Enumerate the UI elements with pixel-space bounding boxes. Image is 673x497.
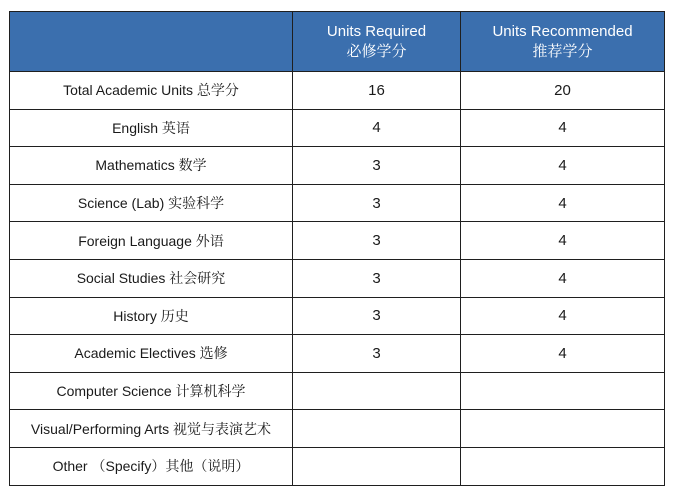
row-units-recommended: 4 [461,147,665,185]
header-units-recommended-zh: 推荐学分 [532,42,593,60]
row-units-required: 3 [293,259,461,297]
row-units-required: 3 [293,335,461,373]
row-units-required [293,410,461,448]
row-units-required: 3 [293,297,461,335]
table-body [10,72,665,486]
row-label: Foreign Language 外语 [10,222,293,260]
row-units-recommended: 20 [461,72,665,110]
row-units-required: 3 [293,222,461,260]
table-row [10,259,665,297]
row-units-recommended: 4 [461,184,665,222]
row-units-required: 3 [293,147,461,185]
row-units-recommended: 4 [461,259,665,297]
table-header [10,12,665,72]
header-units-recommended-en: Units Recommended [492,22,633,40]
row-label: Visual/Performing Arts 视觉与表演艺术 [10,410,293,448]
row-units-recommended: 4 [461,222,665,260]
header-units-recommended [461,12,665,72]
table-row [10,335,665,373]
table-row [10,372,665,410]
row-label: Social Studies 社会研究 [10,259,293,297]
row-units-required [293,372,461,410]
row-units-recommended: 4 [461,335,665,373]
row-label: Total Academic Units 总学分 [10,72,293,110]
header-units-required [293,12,461,72]
row-label: History 历史 [10,297,293,335]
row-units-recommended [461,410,665,448]
row-units-recommended: 4 [461,109,665,147]
row-label: English 英语 [10,109,293,147]
row-label: Computer Science 计算机科学 [10,372,293,410]
header-blank-cell [10,12,293,72]
header-row [10,12,665,72]
row-label: Mathematics 数学 [10,147,293,185]
header-units-required-en: Units Required [326,22,427,40]
units-table [9,11,665,486]
row-units-recommended [461,447,665,485]
table-row [10,222,665,260]
header-units-required-zh: 必修学分 [346,42,407,60]
row-units-required: 4 [293,109,461,147]
row-label: Other （Specify）其他（说明） [10,447,293,485]
row-units-required: 3 [293,184,461,222]
row-units-recommended: 4 [461,297,665,335]
table-row [10,410,665,448]
row-label: Academic Electives 选修 [10,335,293,373]
row-label: Science (Lab) 实验科学 [10,184,293,222]
table-row [10,297,665,335]
row-units-required [293,447,461,485]
table-row [10,447,665,485]
row-units-recommended [461,372,665,410]
table-row [10,147,665,185]
table-row [10,109,665,147]
row-units-required: 16 [293,72,461,110]
table-row [10,72,665,110]
table-row [10,184,665,222]
